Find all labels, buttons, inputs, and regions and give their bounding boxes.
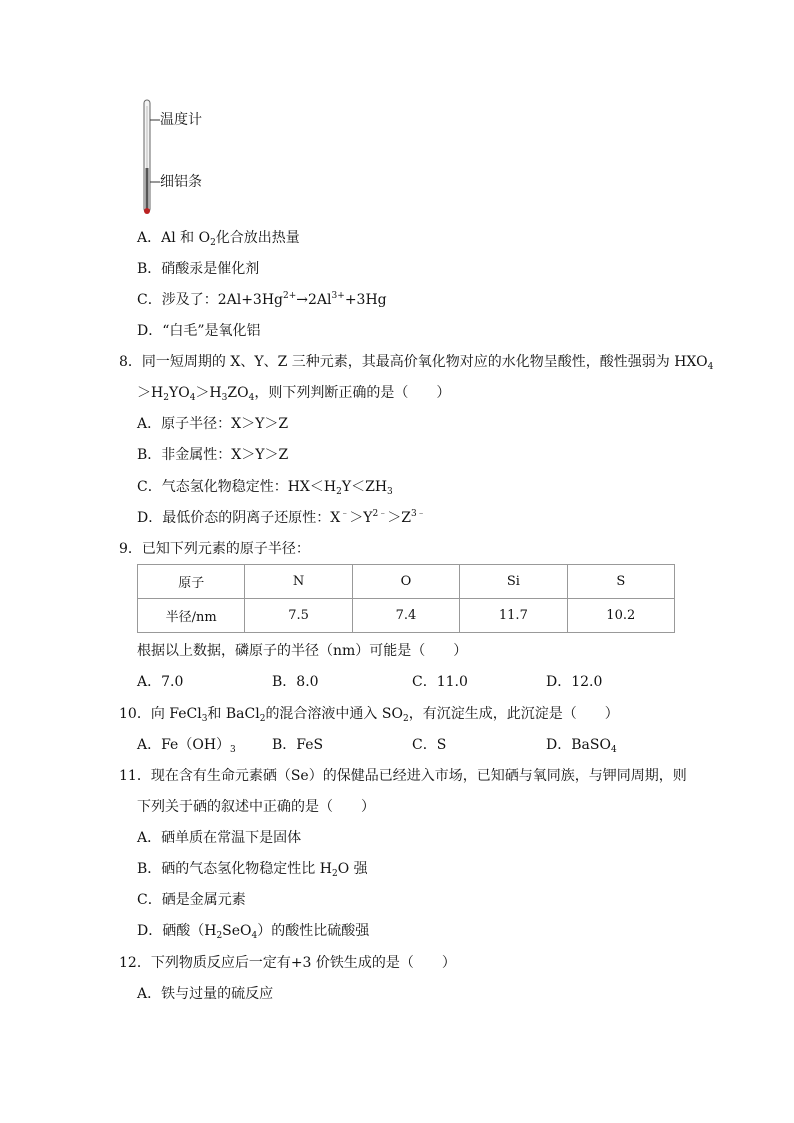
table-cell: 7.5 xyxy=(245,599,352,633)
q8-option-c: C．气态氢化物稳定性：$HX<H_2Y<ZH_3$ xyxy=(137,479,393,497)
q12-stem: 12．下列物质反应后一定有+3 价铁生成的是（ ） xyxy=(119,955,456,971)
q11-option-d: D．硒酸$(H_2SeO_4)$的酸性比硫酸强 xyxy=(137,923,370,941)
q11-option-a: A．硒单质在常温下是固体 xyxy=(137,830,302,846)
table-header-row xyxy=(138,565,675,599)
table-cell: N xyxy=(245,565,352,599)
q9-option-a: A．7.0 xyxy=(137,674,184,690)
q9-option-b: B．8.0 xyxy=(272,674,319,690)
q11-stem-line2: 下列关于硒的叙述中正确的是（ ） xyxy=(137,799,375,815)
q7-option-a: A．Al 和 $O_2$化合放出热量 xyxy=(137,230,300,248)
q10-option-d: D．BaSO$_4$ xyxy=(546,737,617,755)
table-cell: Si xyxy=(460,565,567,599)
q8-option-d: D．最低价态的阴离子还原性：$X^﹣>Y^{2﹣}>Z^{3﹣}$ xyxy=(137,509,426,526)
table-cell: 7.4 xyxy=(352,599,459,633)
q9-option-c: C．11.0 xyxy=(412,674,468,690)
q8-option-a: A．原子半径：X＞Y＞Z xyxy=(137,416,289,432)
q7-option-c: C．涉及了：$2Al+3Hg^{2+}\to 2Al^{3+}+3Hg$ xyxy=(137,291,387,308)
aluminum-strip-label: 细铝条 xyxy=(160,174,202,190)
q8-option-b: B．非金属性：X＞Y＞Z xyxy=(137,447,289,463)
q11-option-b: B．硒的气态氢化物稳定性比 $H_2O$ 强 xyxy=(137,861,368,879)
q12-option-a: A．铁与过量的硫反应 xyxy=(137,986,274,1002)
table-row xyxy=(138,599,675,633)
table-cell: 10.2 xyxy=(567,599,674,633)
q10-option-c: C．S xyxy=(412,737,447,753)
table-cell: 原子 xyxy=(138,565,245,599)
q7-option-b: B．硝酸汞是催化剂 xyxy=(137,261,260,277)
q7-option-d: D．“白毛”是氧化铝 xyxy=(137,323,261,339)
q10-option-b: B．FeS xyxy=(272,737,324,753)
table-cell: 11.7 xyxy=(460,599,567,633)
q9-followup: 根据以上数据，磷原子的半径（nm）可能是（ ） xyxy=(137,643,468,659)
q10-option-a: A．$Fe(OH)_3$ xyxy=(137,737,236,755)
table-cell: 半径/nm xyxy=(138,599,245,633)
table-cell: O xyxy=(352,565,459,599)
q10-stem: 10．向 FeCl$_3$和 BaCl$_2$的混合溶液中通入 $SO_2$，有沉淀生成，此沉淀是（ ） xyxy=(119,706,619,724)
atomic-radius-table xyxy=(137,564,675,633)
table-cell: S xyxy=(567,565,674,599)
q8-stem-line1: 8．同一短周期的 X、Y、Z 三种元素，其最高价氧化物对应的水化物呈酸性，酸性强弱为 $HXO_4$ xyxy=(119,354,714,372)
q11-stem-line1: 11．现在含有生命元素硒（Se）的保健品已经进入市场，已知硒与氧同族，与钾同周期，则 xyxy=(119,768,687,784)
thermometer-label: 温度计 xyxy=(160,112,202,128)
q8-stem-line2: $>H_2YO_4>H_3ZO_4$，则下列判断正确的是（ ） xyxy=(137,385,451,403)
q9-stem: 9．已知下列元素的原子半径： xyxy=(119,541,310,557)
q9-option-d: D．12.0 xyxy=(546,674,603,690)
q11-option-c: C．硒是金属元素 xyxy=(137,892,246,908)
